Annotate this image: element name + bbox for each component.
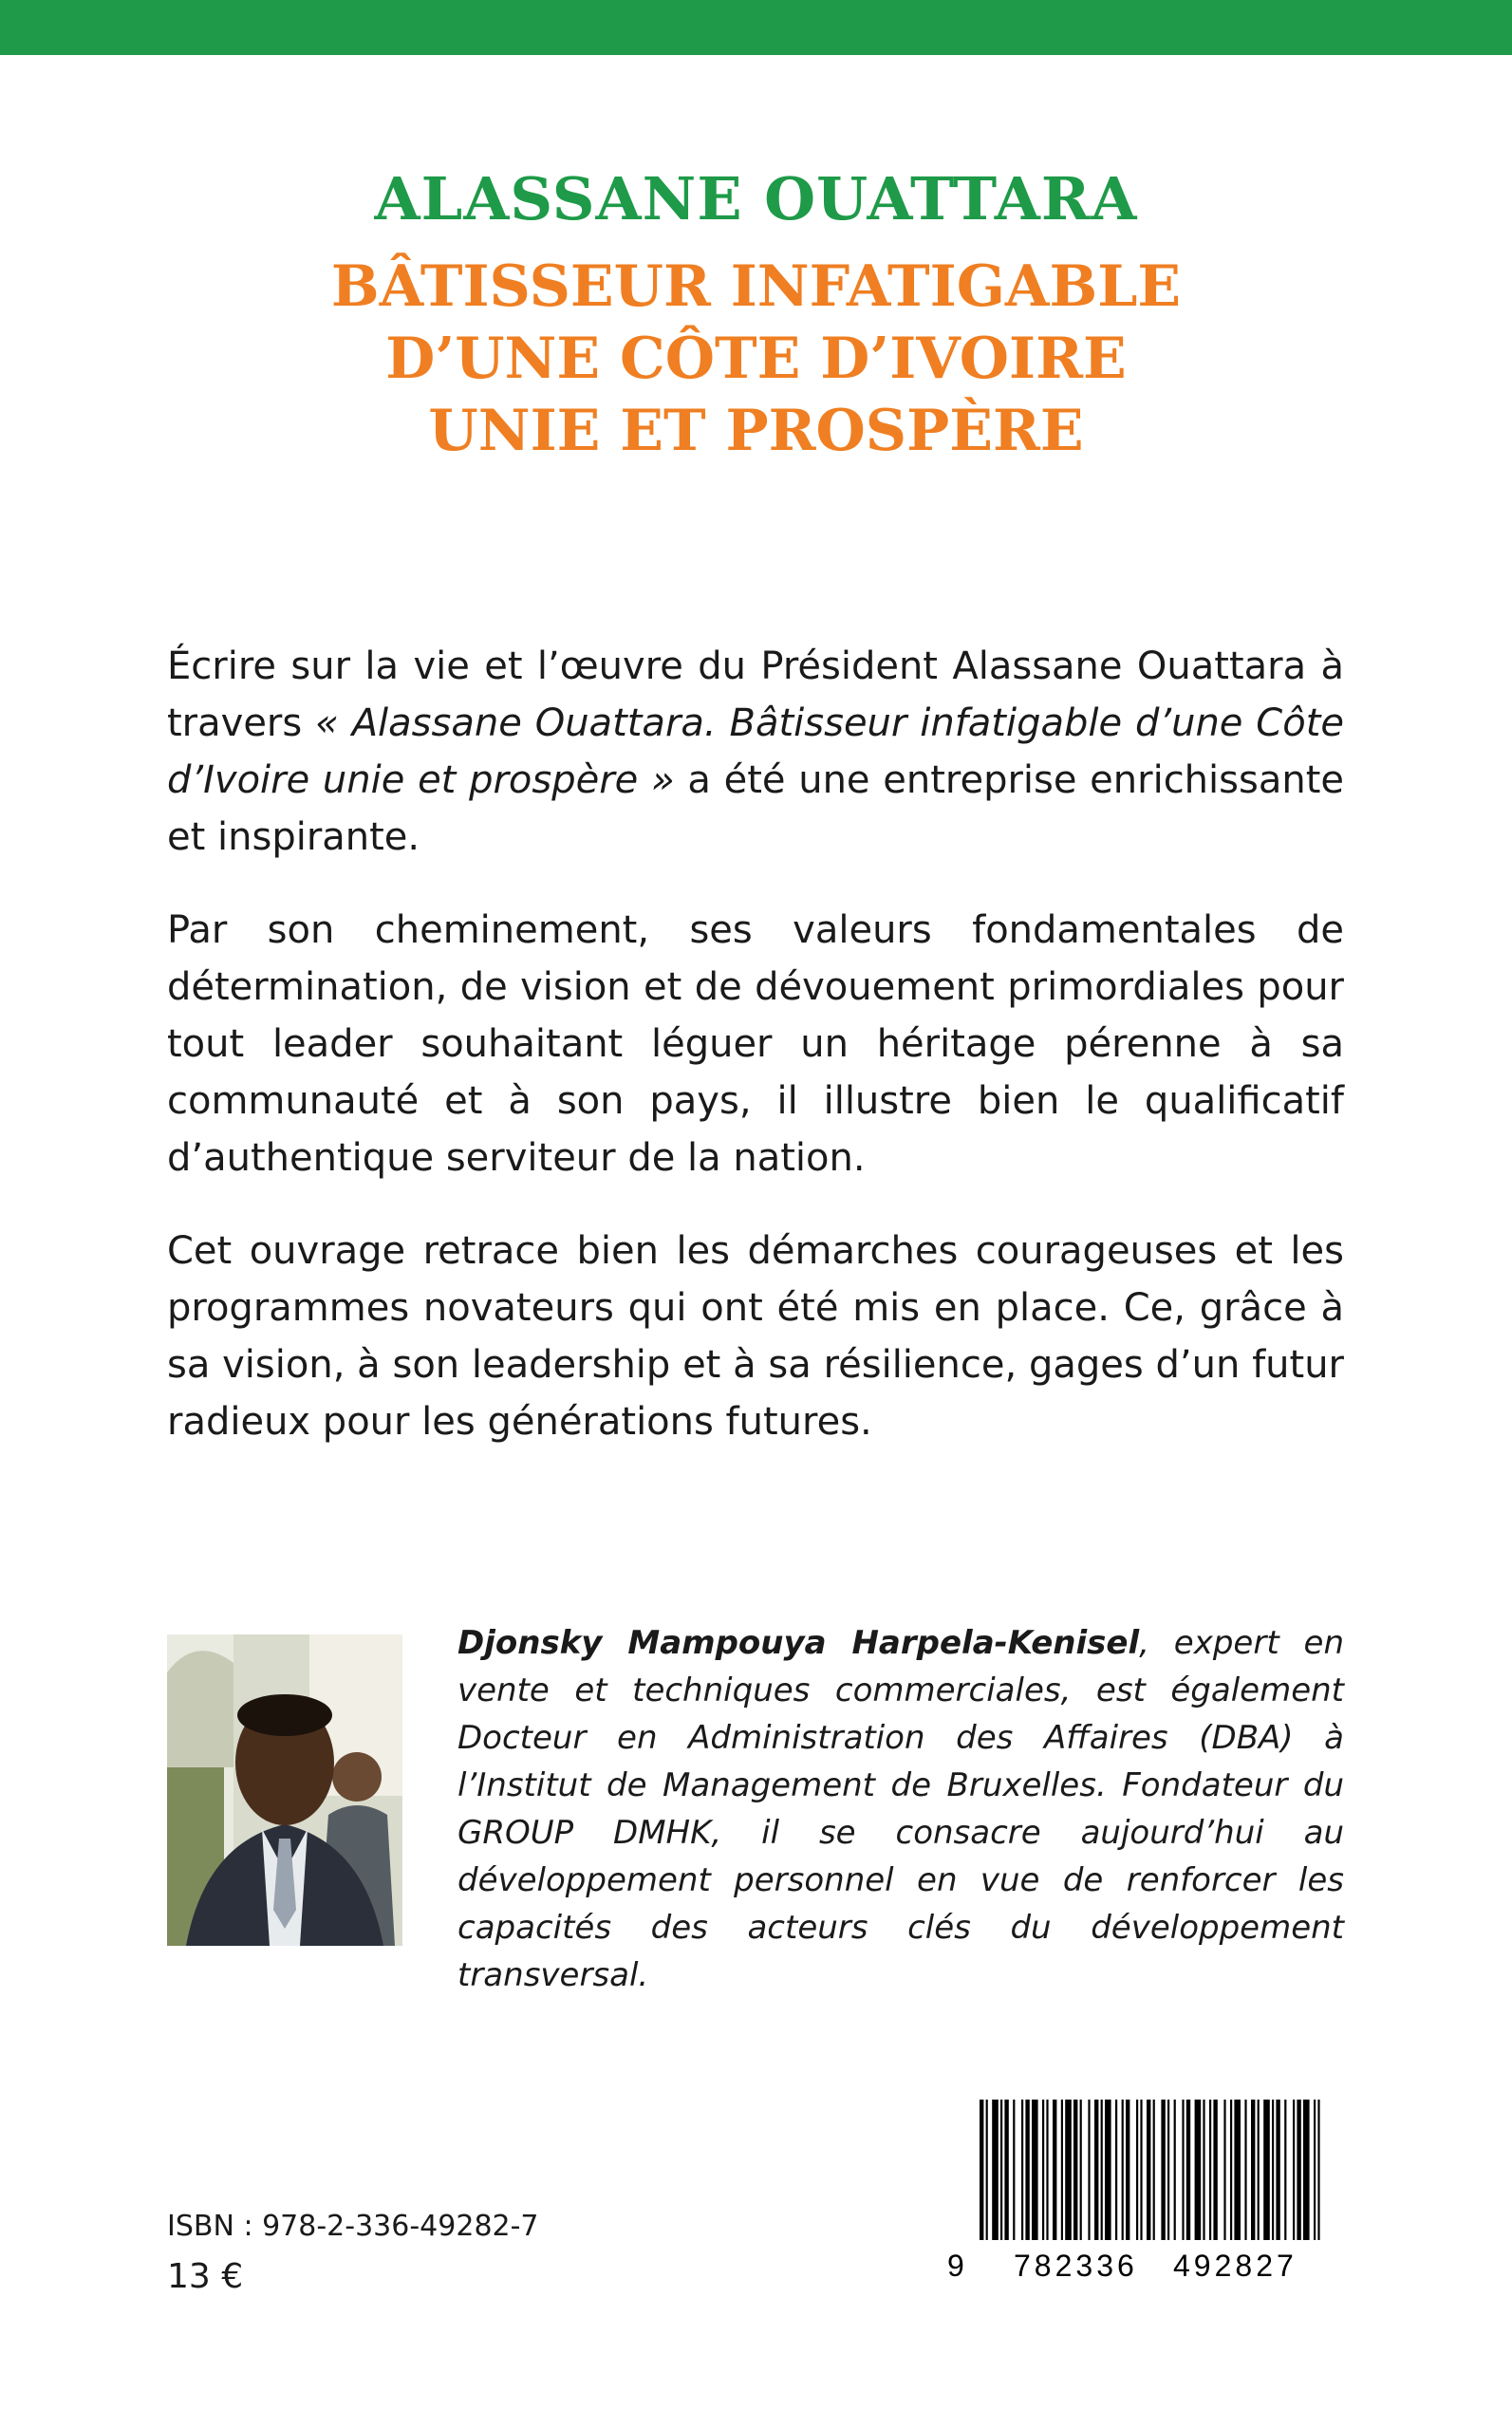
back-cover-blurb xyxy=(167,638,1344,1486)
author-bio-text: , expert en vente et techniques commerciales, est également Docteur en Administration des Affaires (DBA) à l’Institut de Management de Bruxelles. Fondateur du GROUP DMHK, il se consacre aujourd’hui au développement personnel en vue de renforcer les capacités des acteurs clés du développement transversal. xyxy=(457,1624,1344,1994)
author-name: Djonsky Mampouya Harpela-Kenisel xyxy=(457,1624,1140,1662)
isbn: ISBN : 978-2-336-49282-7 xyxy=(167,2210,539,2243)
subtitle-line-2: D’UNE CÔTE D’IVOIRE xyxy=(385,326,1127,392)
subtitle-line-1: BÂTISSEUR INFATIGABLE xyxy=(330,253,1182,320)
book-subtitle xyxy=(0,251,1512,467)
author-bio xyxy=(457,1619,1344,1999)
blurb-paragraph-1: Écrire sur la vie et l’œuvre du Président Alassane Ouattara à travers « Alassane Ouattara. Bâtisseur infatigable d’une Côte d’Ivoire unie et prospère » a été une entreprise enrichissante et inspirante. xyxy=(167,644,1345,859)
blurb-paragraph-3: Cet ouvrage retrace bien les démarches courageuses et les programmes novateurs qui ont été mis en place. Ce, grâce à sa vision, à son leadership et à sa résilience, gages d’un futur radieux pour les générations futures. xyxy=(167,1229,1344,1444)
author-photo xyxy=(167,1634,402,1946)
barcode-group-right: 492827 xyxy=(1173,2249,1297,2283)
title-block xyxy=(0,161,1512,467)
barcode-group-left: 782336 xyxy=(1014,2249,1138,2283)
blurb-paragraph-2: Par son cheminement, ses valeurs fondamentales de détermination, de vision et de dévouement primordiales pour tout leader souhaitant léguer un héritage pérenne à sa communauté et à son pays, il illustre bien le qualificatif d’authentique serviteur de la nation. xyxy=(167,908,1344,1180)
isbn-barcode xyxy=(940,2094,1338,2284)
subtitle-line-3: UNIE ET PROSPÈRE xyxy=(428,398,1084,464)
quoted-title: « Alassane Ouattara. Bâtisseur infatigable d’une Côte d’Ivoire unie et prospère » xyxy=(167,701,1345,802)
price: 13 € xyxy=(167,2257,244,2296)
barcode-digit-first: 9 xyxy=(947,2249,964,2283)
book-title: ALASSANE OUATTARA xyxy=(374,164,1138,233)
top-color-bar xyxy=(0,0,1512,55)
